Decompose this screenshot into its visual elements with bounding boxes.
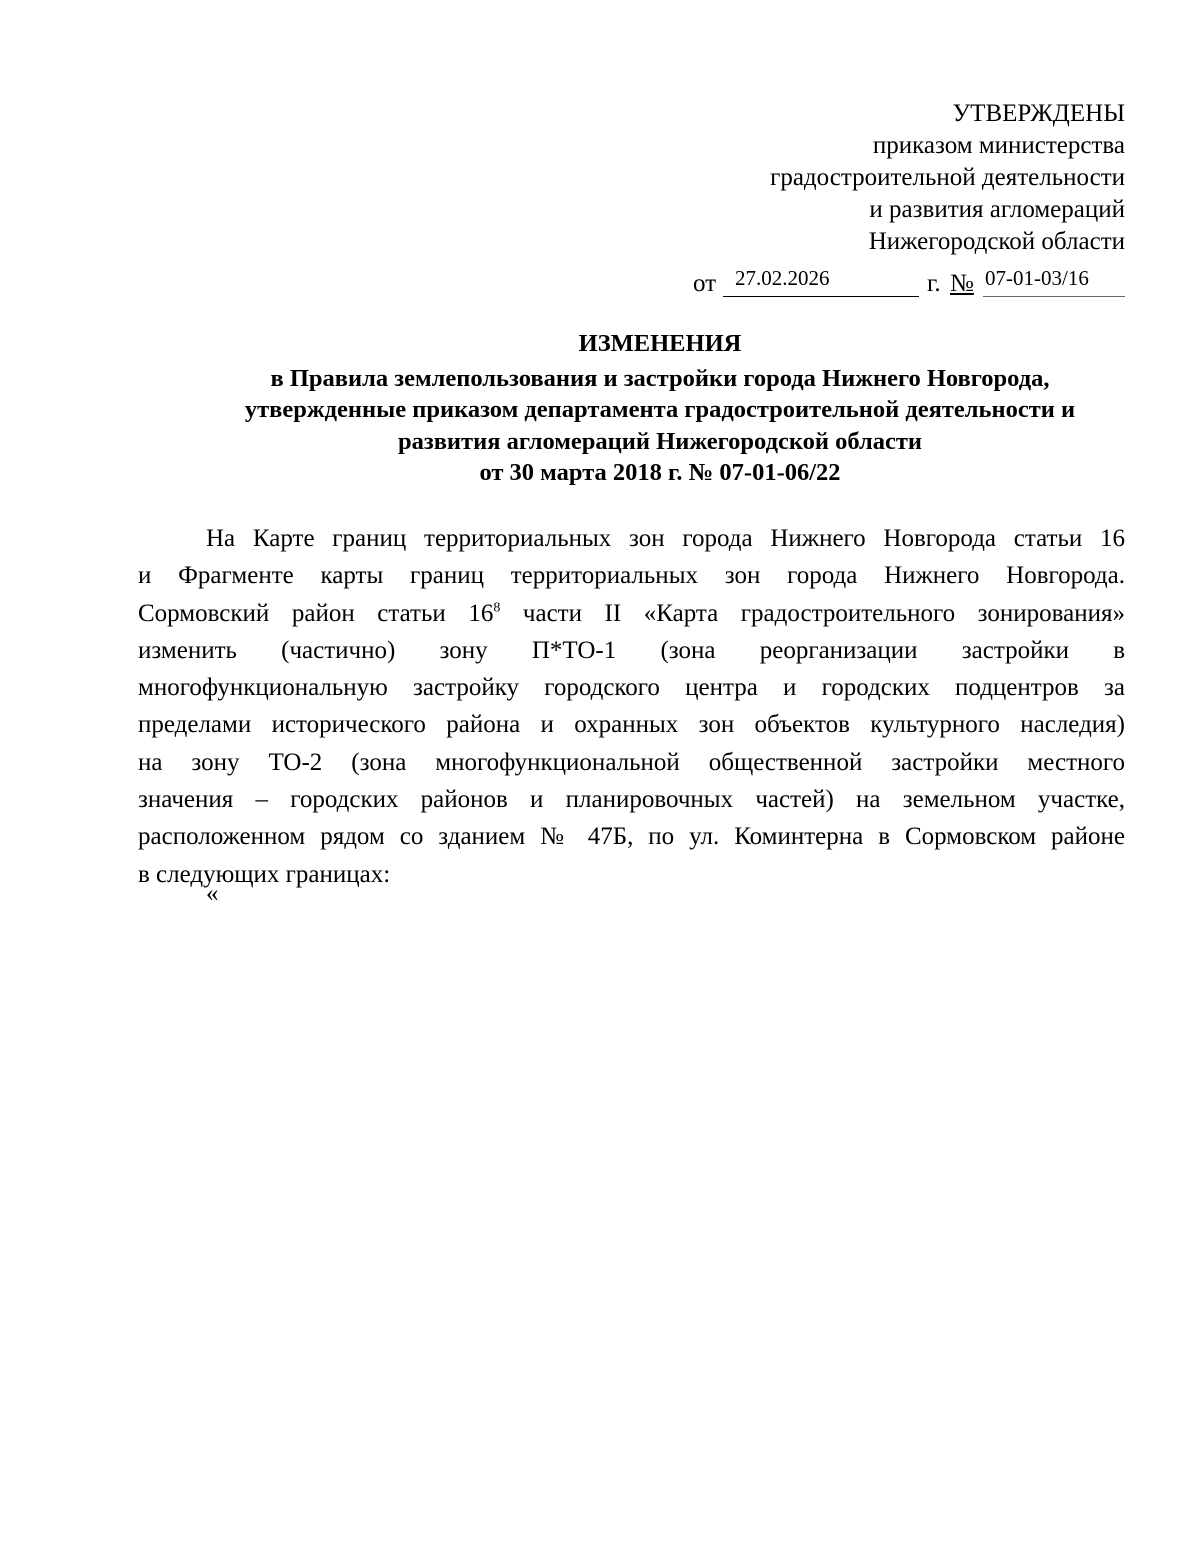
body-line: расположенном рядом со зданием № 47Б, по ул. Коминтерна в Сормовском районе [138,823,1125,851]
approval-block [770,98,1125,258]
approval-line: градостроительной деятельности [770,164,1125,191]
title-line: от 30 марта 2018 г. № 07-01-06/22 [479,459,841,486]
title-line: утвержденные приказом департамента градостроительной деятельности и [244,396,1076,423]
superscript: 8 [493,600,501,616]
order-date: 27.02.2026 [735,266,830,290]
body-line: на зону ТО-2 (зона многофункциональной общественной застройки местного [138,748,1125,776]
body-line: изменить (частично) зону П*ТО-1 (зона реорганизации застройки в [138,636,1125,664]
body-text: Сормовский район статьи 16 [138,599,494,627]
body-line: и Фрагменте карты границ территориальных зон города Нижнего Новгорода. [138,562,1125,590]
body-line: значения – городских районов и планировочных частей) на земельном участке, [138,786,1125,814]
order-number: 07-01-03/16 [985,266,1089,290]
approval-line: Нижегородской области [868,228,1125,255]
body-line: На Карте границ территориальных зон города Нижнего Новгорода статьи 16 [206,525,1125,552]
body-text: части II «Карта градостроительного зонирования» [500,599,1125,627]
body-line: в следующих границах: [138,860,391,888]
title-line: в Правила землепользования и застройки города Нижнего Новгорода, [270,364,1050,392]
approval-heading: УТВЕРЖДЕНЫ [952,100,1125,127]
body-paragraph [138,520,1125,893]
date-prefix: от [693,270,717,297]
document-title [140,328,1180,489]
title-line: развития агломераций Нижегородской области [397,427,923,455]
open-quote: « [206,880,219,907]
order-signature-line [693,264,1125,298]
approval-line: и развития агломераций [869,196,1125,223]
number-sign: № [950,270,974,297]
body-line [138,595,1125,632]
title-heading: ИЗМЕНЕНИЯ [578,330,742,357]
body-line: многофункциональную застройку городского центра и городских подцентров за [138,674,1125,702]
year-suffix: г. [927,270,941,297]
approval-line: приказом министерства [872,132,1125,159]
body-line: пределами исторического района и охранных зон объектов культурного наследия) [138,711,1125,739]
